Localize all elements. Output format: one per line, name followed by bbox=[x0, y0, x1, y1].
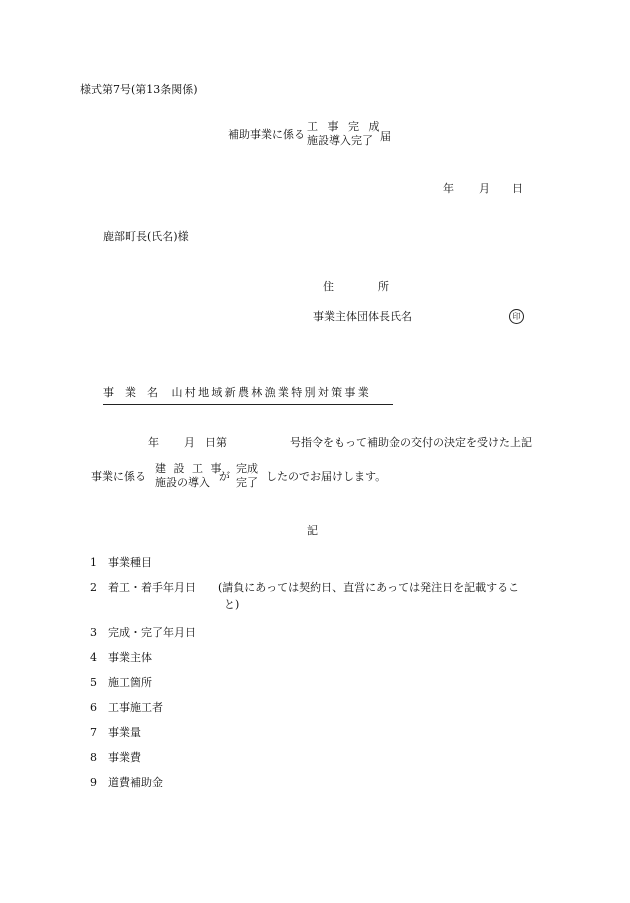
address-label: 住 所 bbox=[323, 280, 389, 293]
body-year: 年 bbox=[148, 436, 159, 449]
body-option-finished: 完了 bbox=[236, 476, 258, 490]
body-option-completed: 完成 bbox=[236, 462, 258, 475]
project-name-row bbox=[103, 384, 393, 405]
list-item bbox=[90, 627, 196, 638]
date-year: 年 bbox=[443, 182, 454, 195]
list-item bbox=[90, 557, 152, 568]
list-item bbox=[90, 727, 141, 738]
list-item bbox=[90, 677, 152, 688]
project-name-value: 山村地域新農林漁業特別対策事業 bbox=[171, 386, 371, 399]
item-number: 8 bbox=[90, 751, 97, 764]
sender-name-label: 事業主体団体長氏名 bbox=[313, 310, 412, 323]
body-ga: が bbox=[219, 470, 230, 483]
seal-mark: 印 bbox=[509, 309, 524, 324]
ki-heading: 記 bbox=[307, 524, 318, 537]
item-number: 6 bbox=[90, 701, 97, 714]
body-option-construction: 建 設 工 事 bbox=[155, 462, 224, 475]
body-suffix: したのでお届けします。 bbox=[266, 470, 387, 483]
item-number: 1 bbox=[90, 556, 97, 569]
item-label: 事業主体 bbox=[108, 651, 152, 664]
body-option-facility: 施設の導入 bbox=[155, 476, 210, 490]
body-directive-text: 号指令をもって補助金の交付の決定を受けた上記 bbox=[290, 436, 532, 449]
title-option-construction: 工 事 完 成 bbox=[307, 120, 383, 133]
title-stacked-options bbox=[307, 120, 383, 148]
list-item bbox=[90, 582, 196, 593]
list-item bbox=[90, 777, 163, 788]
item-label: 工事施工者 bbox=[108, 701, 163, 714]
title-option-facility: 施設導入完了 bbox=[307, 134, 373, 148]
item-number: 9 bbox=[90, 776, 97, 789]
body-prefix: 事業に係る bbox=[91, 470, 146, 483]
date-day: 日 bbox=[512, 182, 523, 195]
item-number: 4 bbox=[90, 651, 97, 664]
list-item bbox=[90, 702, 163, 713]
form-number-label: 様式第7号(第13条関係) bbox=[80, 83, 198, 96]
item-number: 3 bbox=[90, 626, 97, 639]
body-stacked-work-type bbox=[155, 462, 224, 490]
item-label: 道費補助金 bbox=[108, 776, 163, 789]
list-item bbox=[90, 752, 141, 763]
item-label: 完成・完了年月日 bbox=[108, 626, 196, 639]
project-name-label: 事 業 名 bbox=[103, 386, 158, 399]
title-prefix: 補助事業に係る bbox=[228, 128, 305, 141]
item-number: 5 bbox=[90, 676, 97, 689]
addressee: 鹿部町長(氏名)様 bbox=[103, 230, 189, 243]
item-note-continued: と) bbox=[224, 598, 240, 611]
body-stacked-completion bbox=[236, 462, 258, 490]
item-label: 事業費 bbox=[108, 751, 141, 764]
item-number: 2 bbox=[90, 581, 97, 594]
title-suffix: 届 bbox=[380, 130, 391, 143]
item-label: 施工箇所 bbox=[108, 676, 152, 689]
date-month: 月 bbox=[479, 182, 490, 195]
body-month: 月 bbox=[184, 436, 195, 449]
list-item bbox=[90, 652, 152, 663]
body-day-number: 日第 bbox=[205, 436, 227, 449]
item-note: (請負にあっては契約日、直営にあっては発注日を記載するこ bbox=[218, 581, 520, 594]
item-label: 事業量 bbox=[108, 726, 141, 739]
item-label: 着工・着手年月日 bbox=[108, 581, 196, 594]
item-label: 事業種目 bbox=[108, 556, 152, 569]
item-number: 7 bbox=[90, 726, 97, 739]
